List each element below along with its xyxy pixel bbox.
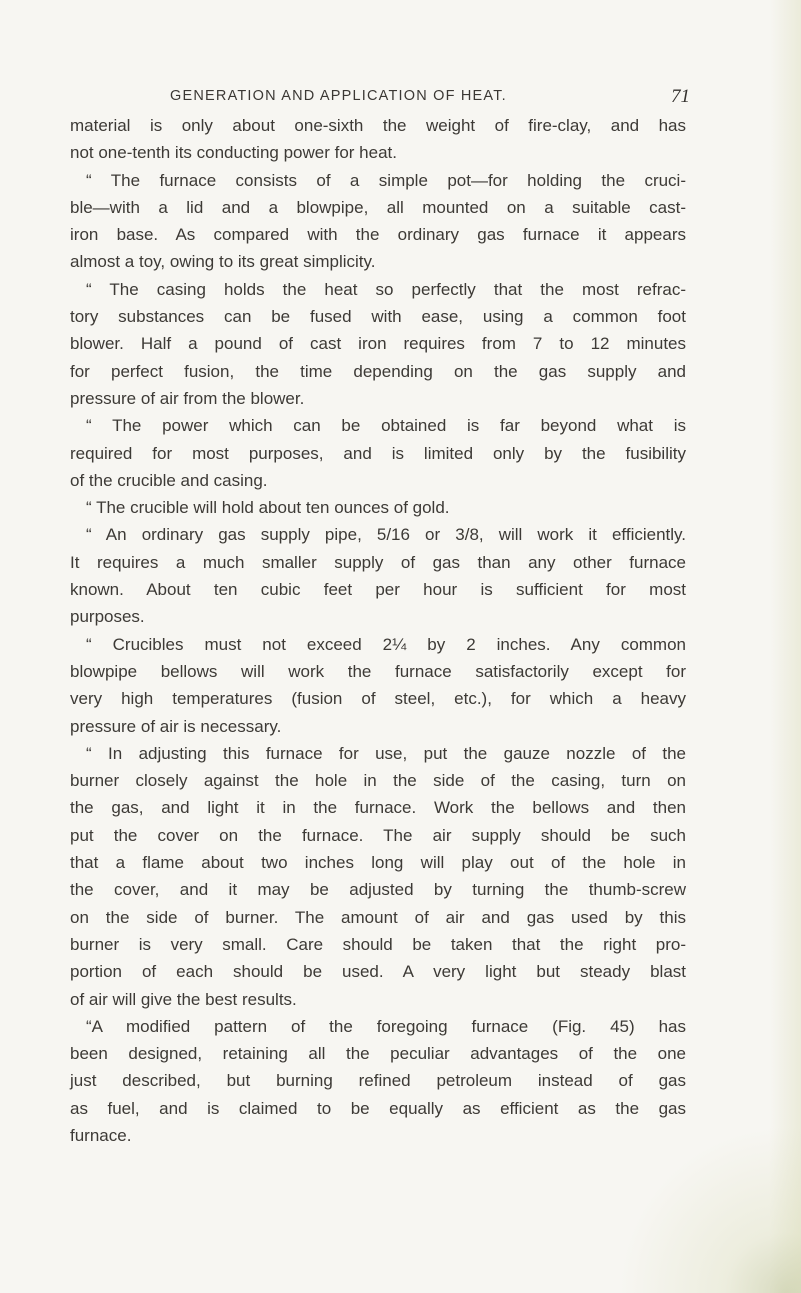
text-line: of air will give the best results. xyxy=(70,989,297,1009)
text-line: ble—with a lid and a blowpipe, all mounted on a suitable cast- xyxy=(70,197,686,217)
page-number: 71 xyxy=(671,86,690,107)
text-line: as fuel, and is claimed to be equally as efficient as the gas xyxy=(70,1098,686,1118)
text-line: on the side of burner. The amount of air and gas used by this xyxy=(70,907,686,927)
text-line: pressure of air from the blower. xyxy=(70,388,305,408)
text-line: burner is very small. Care should be taken that the right pro- xyxy=(70,934,686,954)
text-line: “ The furnace consists of a simple pot—for holding the cruci- xyxy=(86,170,686,190)
text-line: not one-tenth its conducting power for heat. xyxy=(70,143,397,163)
text-line: almost a toy, owing to its great simplicity. xyxy=(70,252,376,272)
text-line-fraction: “ Crucibles must not exceed 2¼ by 2 inches. Any common xyxy=(86,634,686,654)
text-line: “ The crucible will hold about ten ounces of gold. xyxy=(86,498,450,518)
text-line: material is only about one-sixth the weight of fire-clay, and has xyxy=(70,116,686,135)
text-line: It requires a much smaller supply of gas than any other furnace xyxy=(70,552,686,572)
text-line: that a flame about two inches long will play out of the hole in xyxy=(70,853,686,873)
text-line: portion of each should be used. A very light but steady blast xyxy=(70,962,686,982)
text-line: known. About ten cubic feet per hour is sufficient for most xyxy=(70,580,686,600)
text-line: purposes. xyxy=(70,607,145,627)
text-line: iron base. As compared with the ordinary gas furnace it appears xyxy=(70,225,686,245)
text-line: put the cover on the furnace. The air supply should be such xyxy=(70,825,686,845)
running-header xyxy=(0,88,801,110)
text-line-fraction: “ An ordinary gas supply pipe, 5/16 or 3/8, will work it efficiently. xyxy=(86,525,686,545)
text-line: “ The power which can be obtained is far beyond what is xyxy=(86,416,686,436)
text-line: just described, but burning refined petroleum instead of gas xyxy=(70,1071,686,1091)
text-line: the cover, and it may be adjusted by turning the thumb-screw xyxy=(70,880,686,900)
text-line: required for most purposes, and is limited only by the fusibility xyxy=(70,443,686,463)
text-line: furnace. xyxy=(70,1125,132,1145)
text-line: tory substances can be fused with ease, using a common foot xyxy=(70,307,686,327)
text-line: burner closely against the hole in the side of the casing, turn on xyxy=(70,771,686,791)
text-line: pressure of air is necessary. xyxy=(70,716,282,736)
text-line: of the crucible and casing. xyxy=(70,470,268,490)
text-line: “ The casing holds the heat so perfectly that the most refrac- xyxy=(86,279,686,299)
text-line: “ In adjusting this furnace for use, put the gauze nozzle of the xyxy=(86,743,686,763)
body-text xyxy=(70,112,686,1149)
text-line: for perfect fusion, the time depending on the gas supply and xyxy=(70,361,686,381)
text-line: “A modified pattern of the foregoing furnace (Fig. 45) has xyxy=(86,1016,686,1036)
text-line: very high temperatures (fusion of steel, etc.), for which a heavy xyxy=(70,689,686,709)
text-line: been designed, retaining all the peculiar advantages of the one xyxy=(70,1044,686,1064)
chapter-title: GENERATION AND APPLICATION OF HEAT. xyxy=(170,88,507,104)
text-line: blower. Half a pound of cast iron requires from 7 to 12 minutes xyxy=(70,334,686,354)
text-line: the gas, and light it in the furnace. Work the bellows and then xyxy=(70,798,686,818)
text-line: blowpipe bellows will work the furnace satisfactorily except for xyxy=(70,661,686,681)
